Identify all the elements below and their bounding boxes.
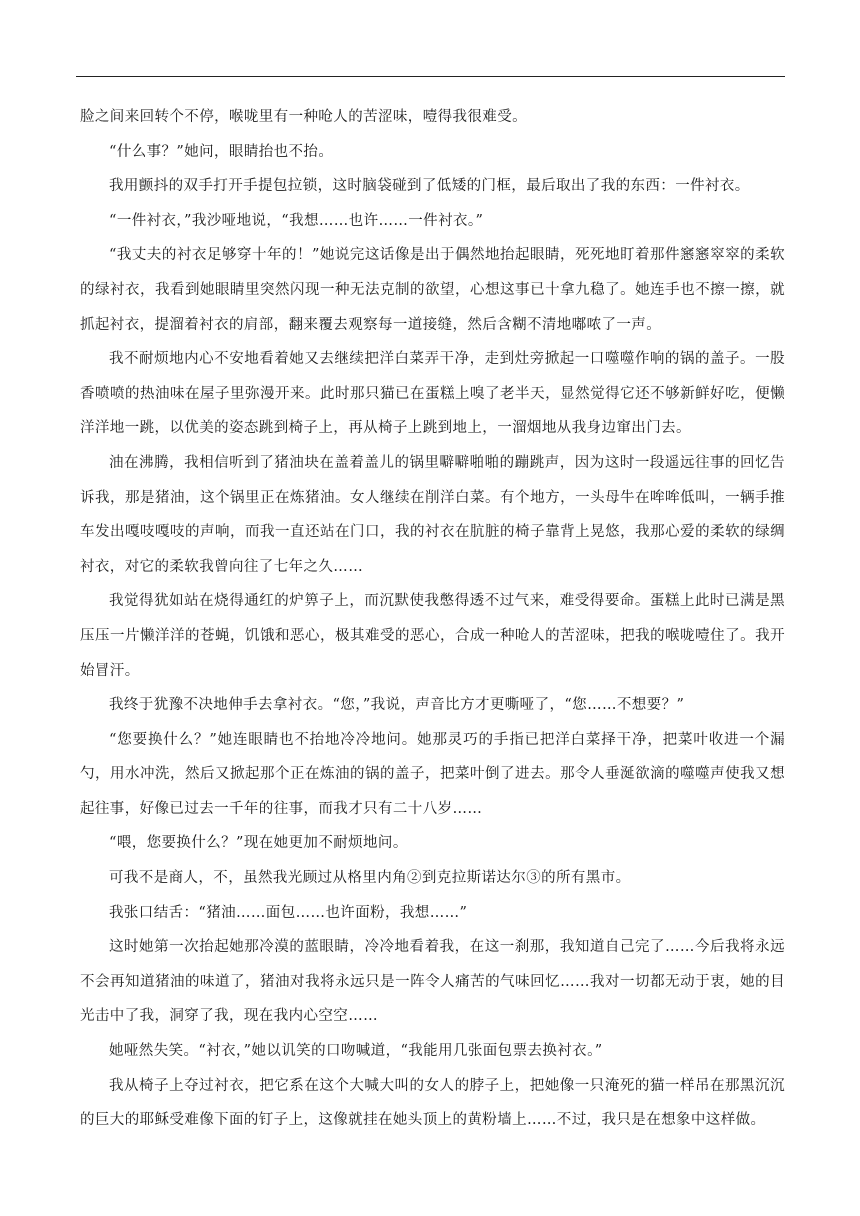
paragraph: “一件衬衣，”我沙哑地说，“我想……也许……一件衬衣。” — [109, 212, 484, 229]
paragraph: “喂，您要换什么？”现在她更加不耐烦地问。 — [109, 835, 408, 852]
paragraph: 我不耐烦地内心不安地看着她又去继续把洋白菜弄干净，走到灶旁掀起一口噬噬作响的锅的盖子。一股香喷喷的热油味在屋子里弥漫开来。此时那只猫已在蛋糕上嗅了老半天，显然觉得它还不够新鲜好吃，便懒洋洋地一跳，以优美的姿态跳到椅子上，再从椅子上跳到地上，一溜烟地从我身边窜出门去。 — [80, 351, 785, 437]
body-text — [80, 100, 785, 1138]
paragraph: “您要换什么？”她连眼睛也不抬地冷冷地问。她那灵巧的手指已把洋白菜择干净，把菜叶收进一个漏勺，用水冲洗，然后又掀起那个正在炼油的锅的盖子，把菜叶倒了进去。那令人垂涎欲滴的噬噬声使我又想起往事，好像已过去一千年的往事，而我才只有二十八岁…… — [80, 731, 785, 817]
paragraph: 我从椅子上夺过衬衣，把它系在这个大喊大叫的女人的脖子上，把她像一只淹死的猫一样吊在那黑沉沉的巨大的耶稣受难像下面的钉子上，这像就挂在她头顶上的黄粉墙上……不过，我只是在想象中这样做。 — [80, 1077, 785, 1129]
paragraph: 我终于犹豫不决地伸手去拿衬衣。“您，”我说，声音比方才更嘶哑了，“您……不想要？” — [109, 697, 685, 714]
paragraph: “什么事？”她问，眼睛抬也不抬。 — [109, 143, 334, 160]
paragraph: 我用颤抖的双手打开手提包拉锁，这时脑袋碰到了低矮的门框，最后取出了我的东西：一件衬衣。 — [109, 178, 750, 195]
paragraph: 我觉得犹如站在烧得通红的炉箅子上，而沉默使我憋得透不过气来，难受得要命。蛋糕上此时已满是黑压压一片懒洋洋的苍蝇，饥饿和恶心，极其难受的恶心，合成一种呛人的苦涩味，把我的喉咙噎住了。我开始冒汗。 — [80, 593, 785, 679]
header-rule — [76, 76, 785, 77]
paragraph: 可我不是商人，不，虽然我光顾过从格里内角②到克拉斯诺达尔③的所有黑市。 — [109, 870, 631, 887]
paragraph: 油在沸腾，我相信听到了猪油块在盖着盖儿的锅里噼噼啪啪的蹦跳声，因为这时一段遥远往事的回忆告诉我，那是猪油，这个锅里正在炼猪油。女人继续在削洋白菜。有个地方，一头母牛在哞哞低叫，一辆手推车发出嘎吱嘎吱的声响，而我一直还站在门口，我的衬衣在肮脏的椅子靠背上晃悠，我那心爱的柔软的绿绸衬衣，对它的柔软我曾向往了七年之久…… — [80, 454, 785, 575]
paragraph: 她哑然失笑。“衬衣，”她以讥笑的口吻喊道，“我能用几张面包票去换衬衣。” — [109, 1043, 603, 1060]
paragraph: 这时她第一次抬起她那冷漠的蓝眼睛，冷冷地看着我，在这一刹那，我知道自己完了……今后我将永远不会再知道猪油的味道了，猪油对我将永远只是一阵令人痛苦的气味回忆……我对一切都无动于衷，她的目光击中了我，洞穿了我，现在我内心空空…… — [80, 939, 785, 1025]
paragraph: 我张口结舌：“猪油……面包……也许面粉，我想……” — [109, 904, 468, 921]
paragraph: “我丈夫的衬衣足够穿十年的！”她说完这话像是出于偶然地抬起眼睛，死死地盯着那件窸窸窣窣的柔软的绿衬衣，我看到她眼睛里突然闪现一种无法克制的欲望，心想这事已十拿九稳了。她连手也不擦一擦，就抓起衬衣，提溜着衬衣的肩部，翻来覆去观察每一道接缝，然后含糊不清地嘟哝了一声。 — [80, 247, 785, 333]
paragraph-continued: 脸之间来回转个不停，喉咙里有一种呛人的苦涩味，噎得我很难受。 — [80, 109, 527, 125]
